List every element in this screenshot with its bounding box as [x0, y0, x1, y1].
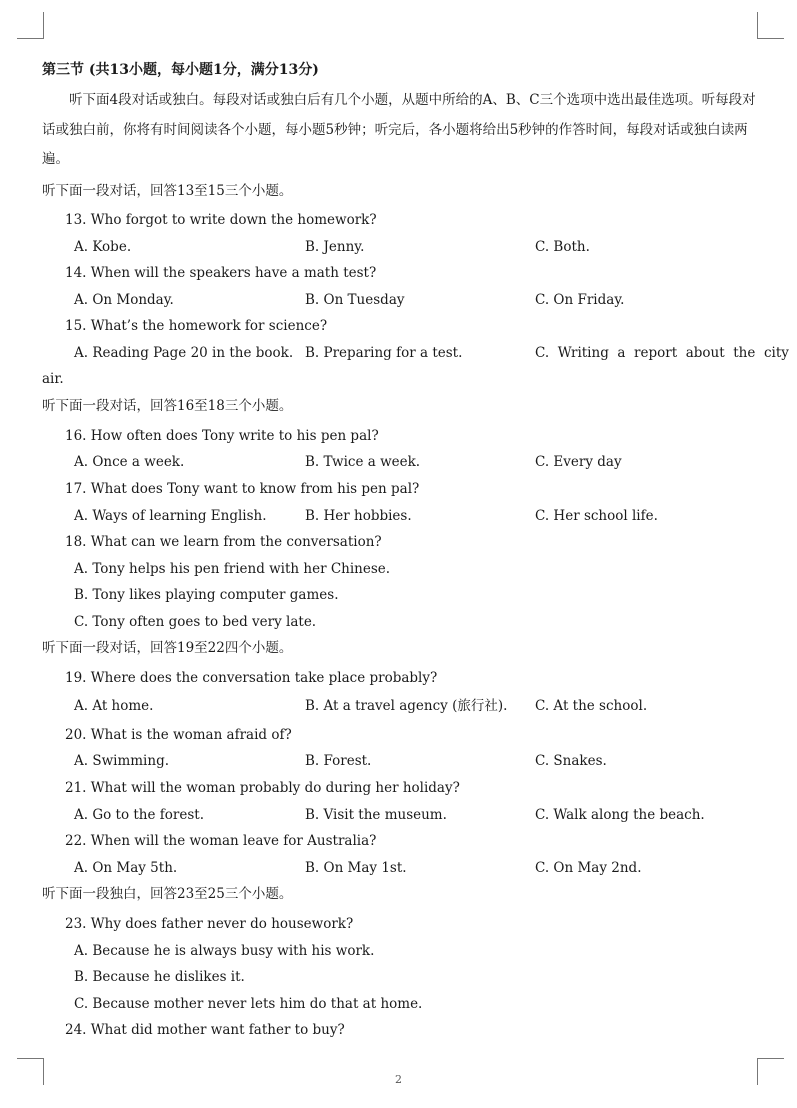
option-a: A. Once a week.: [74, 454, 185, 470]
page-number: 2: [395, 1073, 402, 1086]
section-heading: 听下面一段独白，回答23至25三个小题。: [42, 886, 293, 902]
option-b: B. Preparing for a test.: [305, 345, 463, 361]
section-heading: 听下面一段对话，回答13至15三个小题。: [42, 183, 293, 199]
option-a: A. Reading Page 20 in the book.: [74, 345, 294, 361]
section-heading: 听下面一段对话，回答16至18三个小题。: [42, 398, 293, 414]
question-stem: 21. What will the woman probably do during her holiday?: [65, 780, 460, 796]
question-stem: 19. Where does the conversation take place probably?: [65, 670, 438, 686]
option-c: C. Because mother never lets him do that at home.: [74, 996, 423, 1012]
question-stem: 16. How often does Tony write to his pen pal?: [65, 428, 379, 444]
option-c: C. At the school.: [535, 698, 648, 714]
crop-mark-top-left: [17, 12, 44, 39]
question-stem: 22. When will the woman leave for Australia?: [65, 833, 377, 849]
section-title: 第三节 (共13小题，每小题1分，满分13分): [42, 62, 319, 78]
option-a: A. Go to the forest.: [74, 807, 204, 823]
option-b: B. Forest.: [305, 753, 372, 769]
option-c: C. Snakes.: [535, 753, 607, 769]
option-b: B. Visit the museum.: [305, 807, 447, 823]
option-b: B. At a travel agency (旅行社).: [305, 698, 508, 714]
question-stem: 17. What does Tony want to know from his pen pal?: [65, 481, 420, 497]
option-c: C. Walk along the beach.: [535, 807, 705, 823]
question-stem: 20. What is the woman afraid of?: [65, 727, 292, 743]
option-b: B. On May 1st.: [305, 860, 407, 876]
option-c: C. Both.: [535, 239, 590, 255]
option-a: A. On Monday.: [74, 292, 174, 308]
option-a: A. Ways of learning English.: [74, 508, 267, 524]
option-c: C. On Friday.: [535, 292, 625, 308]
section-instructions: 听下面4段对话或独白。每段对话或独白后有几个小题，从题中所给的A、B、C三个选项中选出最佳选项。听每段对话或独白前，你将有时间阅读各个小题，每小题5秒钟；听完后，各小题将给出5秒钟的作答时间，每段对话或独白读两遍。: [42, 92, 756, 167]
question-stem: 24. What did mother want father to buy?: [65, 1022, 345, 1038]
section-heading: 听下面一段对话，回答19至22四个小题。: [42, 640, 293, 656]
option-b: B. On Tuesday: [305, 292, 405, 308]
option-a: A. On May 5th.: [74, 860, 178, 876]
question-stem: 15. What’s the homework for science?: [65, 318, 328, 334]
question-stem: 13. Who forgot to write down the homework?: [65, 212, 377, 228]
crop-mark-top-right: [757, 12, 784, 39]
option-b: B. Her hobbies.: [305, 508, 412, 524]
option-c: C. On May 2nd.: [535, 860, 642, 876]
option-a: A. At home.: [74, 698, 154, 714]
question-stem: 14. When will the speakers have a math test?: [65, 265, 377, 281]
option-a: A. Tony helps his pen friend with her Chinese.: [74, 561, 391, 577]
option-b: B. Twice a week.: [305, 454, 421, 470]
option-b: B. Jenny.: [305, 239, 365, 255]
option-c: C. Writing a report about the city: [535, 345, 789, 361]
option-c: C. Her school life.: [535, 508, 658, 524]
option-b: B. Because he dislikes it.: [74, 969, 245, 985]
option-c-wrap: air.: [42, 371, 64, 387]
option-c: C. Every day: [535, 454, 622, 470]
option-a: A. Kobe.: [74, 239, 132, 255]
question-stem: 18. What can we learn from the conversation?: [65, 534, 382, 550]
option-c: C. Tony often goes to bed very late.: [74, 614, 317, 630]
option-b: B. Tony likes playing computer games.: [74, 587, 339, 603]
option-a: A. Because he is always busy with his work.: [74, 943, 375, 959]
question-stem: 23. Why does father never do housework?: [65, 916, 354, 932]
option-a: A. Swimming.: [74, 753, 170, 769]
